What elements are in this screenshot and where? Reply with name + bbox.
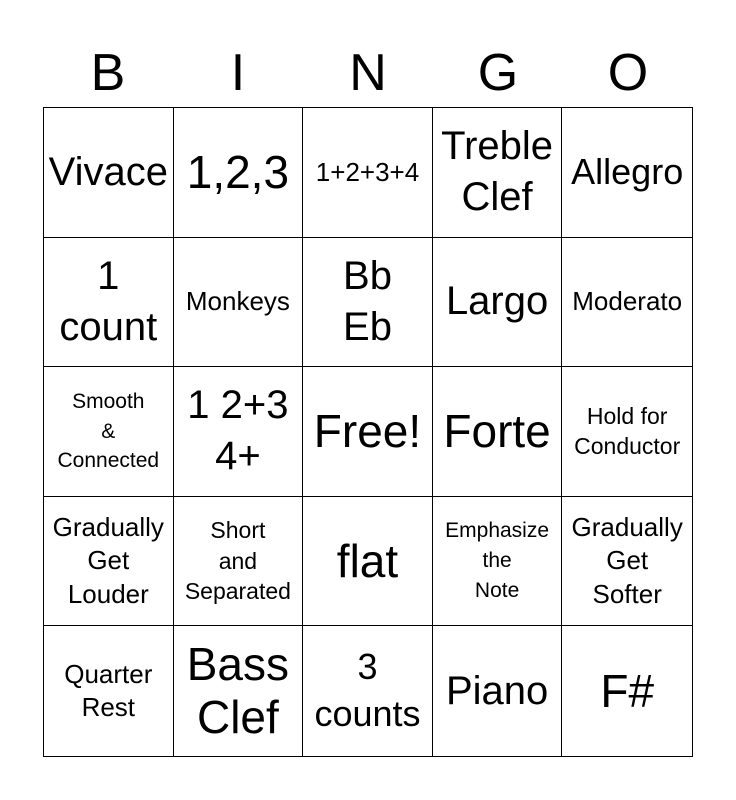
bingo-cell[interactable] [433, 367, 563, 497]
bingo-cell[interactable] [174, 238, 304, 368]
header-letter-n: N [349, 44, 387, 102]
cell-label: 1+2+3+4 [315, 156, 420, 187]
cell-label: Bass Clef [186, 638, 290, 744]
cell-label: 3 counts [314, 646, 421, 735]
bingo-cell[interactable] [174, 626, 304, 756]
cell-label: Largo [445, 279, 549, 324]
bingo-cell[interactable] [433, 497, 563, 627]
header-letter-o: O [607, 44, 649, 102]
cell-label: Forte [443, 405, 551, 458]
cell-label: Vivace [48, 149, 168, 194]
bingo-cell[interactable] [44, 367, 174, 497]
cell-label: Emphasize the Note [445, 519, 550, 602]
bingo-header [43, 40, 693, 106]
bingo-cell[interactable] [433, 108, 563, 238]
cell-label: F# [600, 664, 655, 717]
bingo-cell[interactable] [303, 108, 433, 238]
cell-label: 1 2+3 4+ [187, 383, 289, 479]
bingo-cell[interactable] [562, 238, 692, 368]
bingo-cell[interactable] [44, 626, 174, 756]
cell-label: Piano [445, 668, 549, 713]
bingo-cell[interactable] [174, 367, 304, 497]
header-letter-g: G [477, 44, 519, 102]
cell-label: Hold for Conductor [574, 402, 681, 460]
cell-label: 1 count [59, 253, 158, 349]
bingo-cell[interactable] [44, 238, 174, 368]
bingo-cell[interactable] [562, 497, 692, 627]
bingo-cell[interactable] [303, 626, 433, 756]
cell-label: Allegro [571, 150, 684, 192]
bingo-cell[interactable] [433, 626, 563, 756]
cell-label: Gradually Get Louder [52, 512, 164, 609]
header-letter-b: B [90, 44, 126, 102]
cell-label: Gradually Get Softer [571, 512, 683, 609]
bingo-cell[interactable] [303, 238, 433, 368]
cell-label: Short and Separated [184, 517, 291, 605]
bingo-cell[interactable] [562, 108, 692, 238]
cell-label: Treble Clef [441, 124, 554, 220]
cell-label: Free! [313, 405, 422, 458]
cell-label: Smooth & Connected [57, 389, 160, 473]
bingo-cell[interactable] [44, 108, 174, 238]
bingo-cell[interactable] [562, 367, 692, 497]
bingo-cell[interactable] [433, 238, 563, 368]
bingo-cell[interactable] [303, 497, 433, 627]
bingo-board [43, 107, 693, 757]
cell-label: Moderato [572, 286, 683, 317]
cell-label: 1,2,3 [186, 145, 290, 198]
header-letter-i: I [230, 44, 246, 102]
bingo-cell[interactable] [174, 108, 304, 238]
cell-label: Bb Eb [343, 253, 392, 349]
free-space-cell[interactable] [303, 367, 433, 497]
bingo-cell[interactable] [562, 626, 692, 756]
cell-label: Monkeys [185, 286, 290, 317]
cell-label: flat [336, 534, 399, 587]
cell-label: Quarter Rest [64, 658, 153, 723]
bingo-cell[interactable] [174, 497, 304, 627]
bingo-cell[interactable] [44, 497, 174, 627]
